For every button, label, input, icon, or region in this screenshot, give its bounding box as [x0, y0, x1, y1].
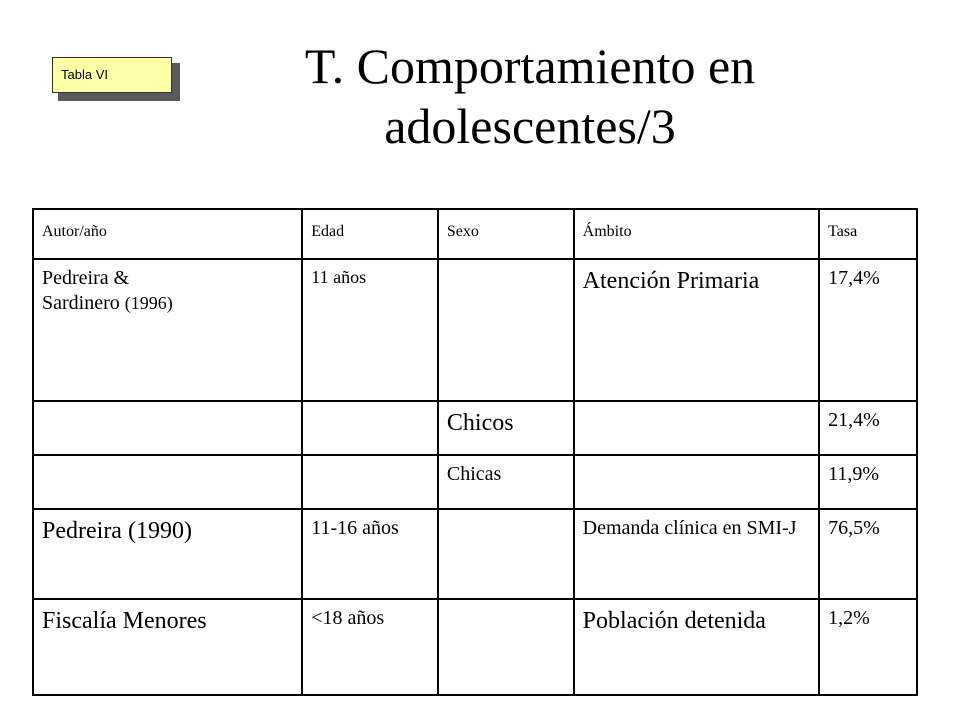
- header-sexo: Sexo: [438, 209, 574, 259]
- title-line-1: T. Comportamiento en: [304, 38, 756, 94]
- cell-autor: [33, 259, 302, 401]
- cell-ambito: Demanda clínica en SMI-J: [574, 509, 819, 599]
- cell-ambito: Población detenida: [574, 599, 819, 695]
- header-autor: Autor/año: [33, 209, 302, 259]
- cell-edad: 11-16 años: [302, 509, 438, 599]
- cell-sexo: [438, 509, 574, 599]
- cell-autor: [33, 401, 302, 455]
- cell-edad: [302, 401, 438, 455]
- table-row: [33, 259, 917, 401]
- cell-ambito: Atención Primaria: [574, 259, 819, 401]
- header-edad: Edad: [302, 209, 438, 259]
- table-row: [33, 599, 917, 695]
- table-row: [33, 401, 917, 455]
- header-tasa: Tasa: [819, 209, 917, 259]
- cell-autor: [33, 455, 302, 509]
- cell-edad: <18 años: [302, 599, 438, 695]
- cell-tasa: 11,9%: [819, 455, 917, 509]
- table-number-tag: [52, 57, 174, 95]
- cell-sexo: [438, 259, 574, 401]
- cell-autor: Fiscalía Menores: [33, 599, 302, 695]
- tag-label: Tabla VI: [61, 67, 108, 82]
- cell-ambito: [574, 455, 819, 509]
- cell-sexo: Chicas: [438, 455, 574, 509]
- table-header-row: [33, 209, 917, 259]
- title-line-2: adolescentes/3: [384, 98, 676, 154]
- cell-tasa: 1,2%: [819, 599, 917, 695]
- cell-sexo: [438, 599, 574, 695]
- data-table: [32, 208, 918, 696]
- table-row: [33, 509, 917, 599]
- table-row: [33, 455, 917, 509]
- cell-autor: Pedreira (1990): [33, 509, 302, 599]
- cell-edad: 11 años: [302, 259, 438, 401]
- cell-tasa: 76,5%: [819, 509, 917, 599]
- cell-ambito: [574, 401, 819, 455]
- slide-title: [200, 36, 860, 156]
- cell-sexo: Chicos: [438, 401, 574, 455]
- autor-year: (1996): [124, 293, 173, 313]
- tag-box: [52, 57, 172, 93]
- cell-edad: [302, 455, 438, 509]
- header-ambito: Ámbito: [574, 209, 819, 259]
- cell-tasa: 21,4%: [819, 401, 917, 455]
- cell-tasa: 17,4%: [819, 259, 917, 401]
- autor-line-1: Pedreira &: [42, 267, 130, 289]
- autor-line-2: Sardinero: [42, 292, 120, 314]
